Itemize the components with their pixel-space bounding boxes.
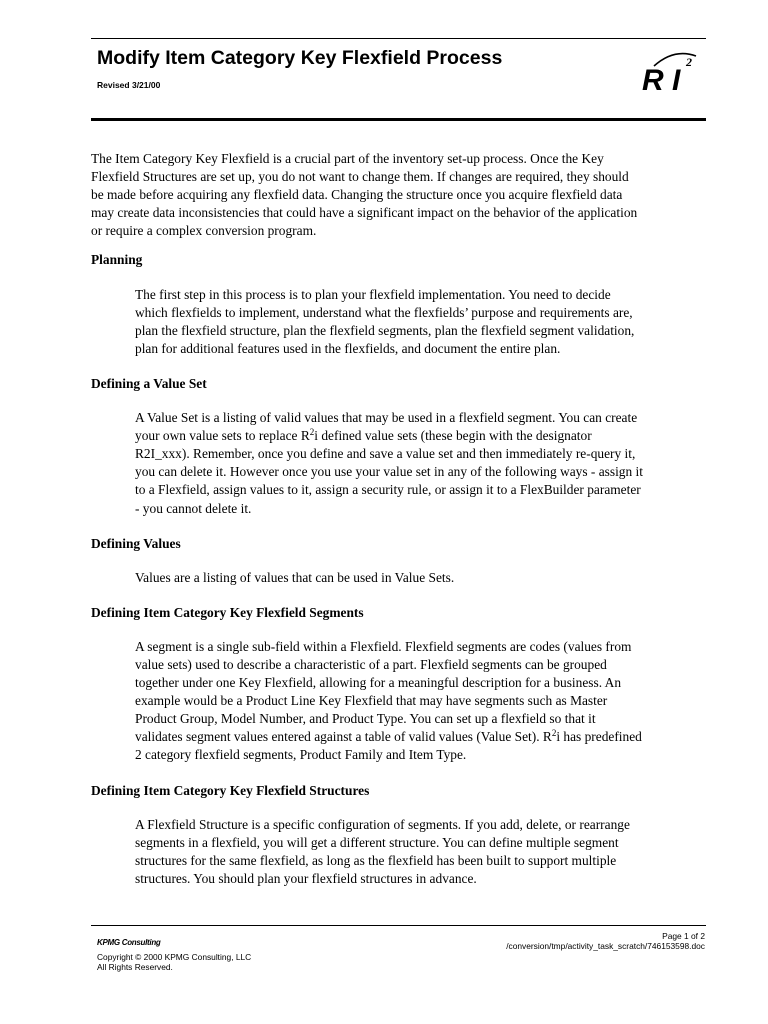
segments-text-b: i has predefined 2 category flexfield segments, Product Family and Item Type. <box>135 729 642 763</box>
logo-letters: R I <box>642 64 681 96</box>
value-set-heading: Defining a Value Set <box>91 375 207 391</box>
segments-text-a: A segment is a single sub-field within a Flexfield. Flexfield segments are codes (values from value sets) used to describe a characteristic of a part. Flexfield segments can be grouped together under one Key Flexfield, allowing for a meaningful description for a business. An example would be a Product Line Key Flexfield that may have segments such as Master Product Group, Model Number, and Product Type. You can set up a flexfield so that it validates segment values entered against a table of valid values (Value Set). R <box>135 638 632 745</box>
footer-page-number: Page 1 of 2 <box>662 931 705 941</box>
document-body <box>91 150 716 905</box>
segments-superscript: 2 <box>551 728 557 739</box>
intro-paragraph: The Item Category Key Flexfield is a crucial part of the inventory set-up process. Once the Key Flexfield Structures are set up, you do not want to change them. If changes are required, they should be made before acquiring any flexfield data. Changing the structure once you acquire flexfield data may create data inconsistencies that could have a significant impact on the behavior of the application or require a complex conversion program. <box>91 151 638 239</box>
header-top-rule <box>91 38 706 39</box>
revision-date: Revised 3/21/00 <box>97 80 161 90</box>
footer-copyright: Copyright © 2000 KPMG Consulting, LLC <box>97 952 252 962</box>
value-set-superscript: 2 <box>309 427 315 438</box>
values-heading: Defining Values <box>91 535 181 551</box>
footer-file-path: /conversion/tmp/activity_task_scratch/746153598.doc <box>506 941 705 951</box>
logo-superscript: 2 <box>686 55 692 69</box>
planning-heading: Planning <box>91 252 143 268</box>
structures-paragraph: A Flexfield Structure is a specific configuration of segments. If you add, delete, or rearrange segments in a flexfield, you will get a different structure. You can define multiple segment structures for the same flexfield, as long as the flexfield has been built to support multiple structures. You should plan your flexfield structures in advance. <box>135 816 630 886</box>
segments-heading: Defining Item Category Key Flexfield Segments <box>91 604 364 620</box>
header-bottom-rule <box>91 118 706 121</box>
value-set-text-b: i defined value sets (these begin with the designator R2I_xxx). Remember, once you define and save a value set and then immediately re-query it, you can delete it. However once you use your value set in any of the following ways - assign it to a Flexfield, assign values to it, assign a security rule, or assign it to a FlexBuilder parameter - you cannot delete it. <box>135 428 643 516</box>
value-set-text-a: A Value Set is a listing of valid values that may be used in a flexfield segment. You can create your own value sets to replace R <box>135 410 638 444</box>
footer-rights: All Rights Reserved. <box>97 962 173 972</box>
values-paragraph: Values are a listing of values that can be used in Value Sets. <box>135 569 455 585</box>
footer-brand: KPMG Consulting <box>97 938 161 947</box>
structures-heading: Defining Item Category Key Flexfield Structures <box>91 782 370 798</box>
segments-paragraph <box>135 638 716 765</box>
r2i-logo <box>640 44 700 96</box>
page-title: Modify Item Category Key Flexfield Process <box>97 47 503 69</box>
planning-paragraph: The first step in this process is to plan your flexfield implementation. You need to decide which flexfields to implement, understand what the flexfields’ purpose and requirements are, plan the flexfield structure, plan the flexfield segments, plan the flexfield segment validation, plan for additional features used in the flexfields, and document the entire plan. <box>135 286 635 356</box>
value-set-paragraph <box>135 409 716 518</box>
footer-rule <box>91 925 706 926</box>
